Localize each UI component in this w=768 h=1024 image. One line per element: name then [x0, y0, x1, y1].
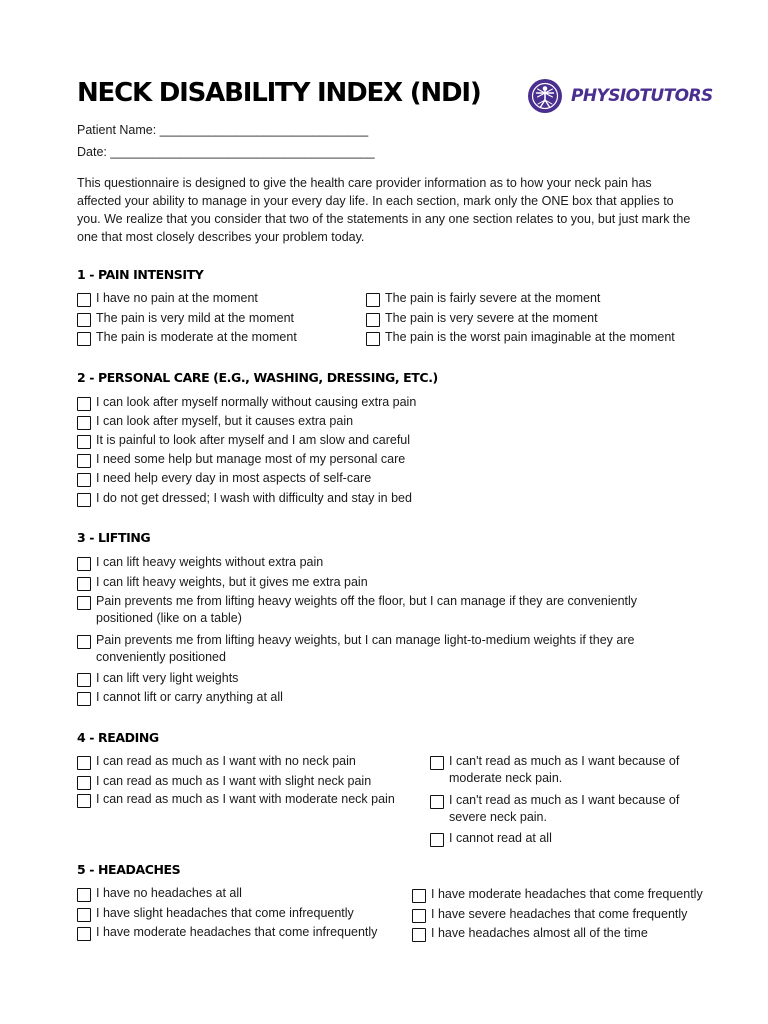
checkbox-option[interactable] [430, 830, 692, 847]
date-label: Date: [77, 145, 107, 159]
checkbox[interactable] [77, 673, 91, 687]
checkbox[interactable] [366, 313, 380, 327]
checkbox-option[interactable] [77, 924, 407, 941]
section-title-headaches: 5 - HEADACHES [77, 862, 181, 877]
checkbox[interactable] [77, 927, 91, 941]
option-label: I can lift heavy weights without extra pain [96, 555, 324, 569]
checkbox-option[interactable] [77, 451, 717, 468]
section-title-personal-care: 2 - PERSONAL CARE (E.G., WASHING, DRESSING, ETC.) [77, 370, 438, 385]
option-label: The pain is very severe at the moment [385, 311, 598, 325]
checkbox-option[interactable] [77, 329, 357, 346]
checkbox[interactable] [77, 908, 91, 922]
checkbox-option[interactable] [77, 470, 717, 487]
checkbox-option[interactable] [77, 905, 407, 922]
checkbox[interactable] [77, 397, 91, 411]
option-label: Pain prevents me from lifting heavy weights off the floor, but I can manage if they are conveniently positioned (like on a table) [96, 594, 638, 625]
checkbox-option[interactable] [77, 885, 407, 902]
checkbox-option[interactable] [366, 329, 736, 346]
option-label: I cannot read at all [449, 831, 552, 845]
checkbox[interactable] [77, 557, 91, 571]
checkbox[interactable] [77, 473, 91, 487]
checkbox-option[interactable] [77, 290, 357, 307]
checkbox[interactable] [77, 293, 91, 307]
checkbox-option[interactable] [412, 906, 752, 923]
checkbox-option[interactable] [77, 574, 697, 591]
checkbox[interactable] [77, 332, 91, 346]
checkbox-option[interactable] [412, 886, 752, 903]
checkbox-option[interactable] [77, 554, 697, 571]
option-label: I need some help but manage most of my personal care [96, 452, 406, 466]
checkbox[interactable] [77, 435, 91, 449]
option-label: The pain is fairly severe at the moment [385, 291, 601, 305]
option-label: The pain is very mild at the moment [96, 311, 294, 325]
checkbox[interactable] [430, 756, 444, 770]
option-label: I can read as much as I want with no neck pain [96, 754, 356, 768]
document-title: NECK DISABILITY INDEX (NDI) [77, 78, 481, 108]
checkbox-option[interactable] [412, 925, 752, 942]
brand-name: PHYSIOTUTORS [571, 86, 713, 106]
vitruvian-man-icon [528, 79, 562, 113]
option-label: Pain prevents me from lifting heavy weights, but I can manage light-to-medium weights if they are conveniently positioned [96, 633, 635, 664]
checkbox[interactable] [77, 888, 91, 902]
checkbox-option[interactable] [366, 290, 736, 307]
checkbox[interactable] [77, 692, 91, 706]
section-title-pain-intensity: 1 - PAIN INTENSITY [77, 267, 204, 282]
option-label: I can read as much as I want with moderate neck pain [96, 792, 395, 806]
checkbox-option[interactable] [77, 432, 717, 449]
option-label: I can look after myself, but it causes extra pain [96, 414, 354, 428]
date-field[interactable] [77, 145, 375, 159]
option-label: I have moderate headaches that come frequently [431, 887, 703, 901]
option-label: The pain is moderate at the moment [96, 330, 297, 344]
checkbox[interactable] [77, 313, 91, 327]
patient-name-blank: ______________________________ [159, 123, 369, 137]
checkbox-option[interactable] [430, 753, 692, 787]
checkbox[interactable] [77, 493, 91, 507]
checkbox[interactable] [366, 332, 380, 346]
intro-paragraph: This questionnaire is designed to give the health care provider information as to how your neck pain has affected your ability to manage in your every day life. In each section, mark only the ONE box that applies to you. We realize that you consider that two of the statements in any one section relates to you, but just mark the one that most closely describes your problem today. [77, 176, 691, 244]
option-label: I have severe headaches that come frequently [431, 907, 688, 921]
option-label: I need help every day in most aspects of self-care [96, 471, 372, 485]
date-blank: ______________________________________ [110, 145, 375, 159]
checkbox-option[interactable] [77, 773, 427, 790]
checkbox[interactable] [412, 909, 426, 923]
checkbox[interactable] [430, 833, 444, 847]
option-label: The pain is the worst pain imaginable at the moment [385, 330, 675, 344]
option-label: I have headaches almost all of the time [431, 926, 648, 940]
checkbox[interactable] [412, 928, 426, 942]
checkbox-option[interactable] [77, 490, 717, 507]
checkbox[interactable] [77, 756, 91, 770]
checkbox[interactable] [366, 293, 380, 307]
checkbox-option[interactable] [77, 394, 717, 411]
section-title-lifting: 3 - LIFTING [77, 530, 151, 545]
patient-name-label: Patient Name: [77, 123, 157, 137]
checkbox-option[interactable] [77, 753, 427, 770]
checkbox[interactable] [77, 454, 91, 468]
option-label: I can lift heavy weights, but it gives me extra pain [96, 575, 368, 589]
option-label: I have no headaches at all [96, 886, 242, 900]
patient-name-field[interactable] [77, 123, 368, 137]
checkbox-option[interactable] [77, 593, 697, 627]
checkbox[interactable] [77, 635, 91, 649]
checkbox[interactable] [77, 794, 91, 808]
checkbox-option[interactable] [430, 792, 692, 826]
checkbox-option[interactable] [77, 632, 697, 666]
checkbox-option[interactable] [77, 310, 357, 327]
option-label: It is painful to look after myself and I am slow and careful [96, 433, 411, 447]
option-label: I have no pain at the moment [96, 291, 258, 305]
brand-logo [528, 78, 713, 114]
checkbox-option[interactable] [77, 791, 427, 808]
checkbox[interactable] [77, 577, 91, 591]
checkbox-option[interactable] [77, 670, 697, 687]
checkbox[interactable] [77, 416, 91, 430]
checkbox[interactable] [412, 889, 426, 903]
checkbox[interactable] [430, 795, 444, 809]
option-label: I do not get dressed; I wash with difficulty and stay in bed [96, 491, 412, 505]
option-label: I can look after myself normally without causing extra pain [96, 395, 417, 409]
option-label: I have slight headaches that come infrequently [96, 906, 354, 920]
checkbox-option[interactable] [77, 413, 717, 430]
option-label: I have moderate headaches that come infrequently [96, 925, 378, 939]
option-label: I can't read as much as I want because of severe neck pain. [449, 793, 680, 824]
checkbox-option[interactable] [77, 689, 697, 706]
option-label: I cannot lift or carry anything at all [96, 690, 283, 704]
checkbox[interactable] [77, 776, 91, 790]
option-label: I can't read as much as I want because of moderate neck pain. [449, 754, 680, 785]
section-title-reading: 4 - READING [77, 730, 159, 745]
checkbox-option[interactable] [366, 310, 736, 327]
checkbox[interactable] [77, 596, 91, 610]
option-label: I can lift very light weights [96, 671, 239, 685]
option-label: I can read as much as I want with slight neck pain [96, 774, 372, 788]
